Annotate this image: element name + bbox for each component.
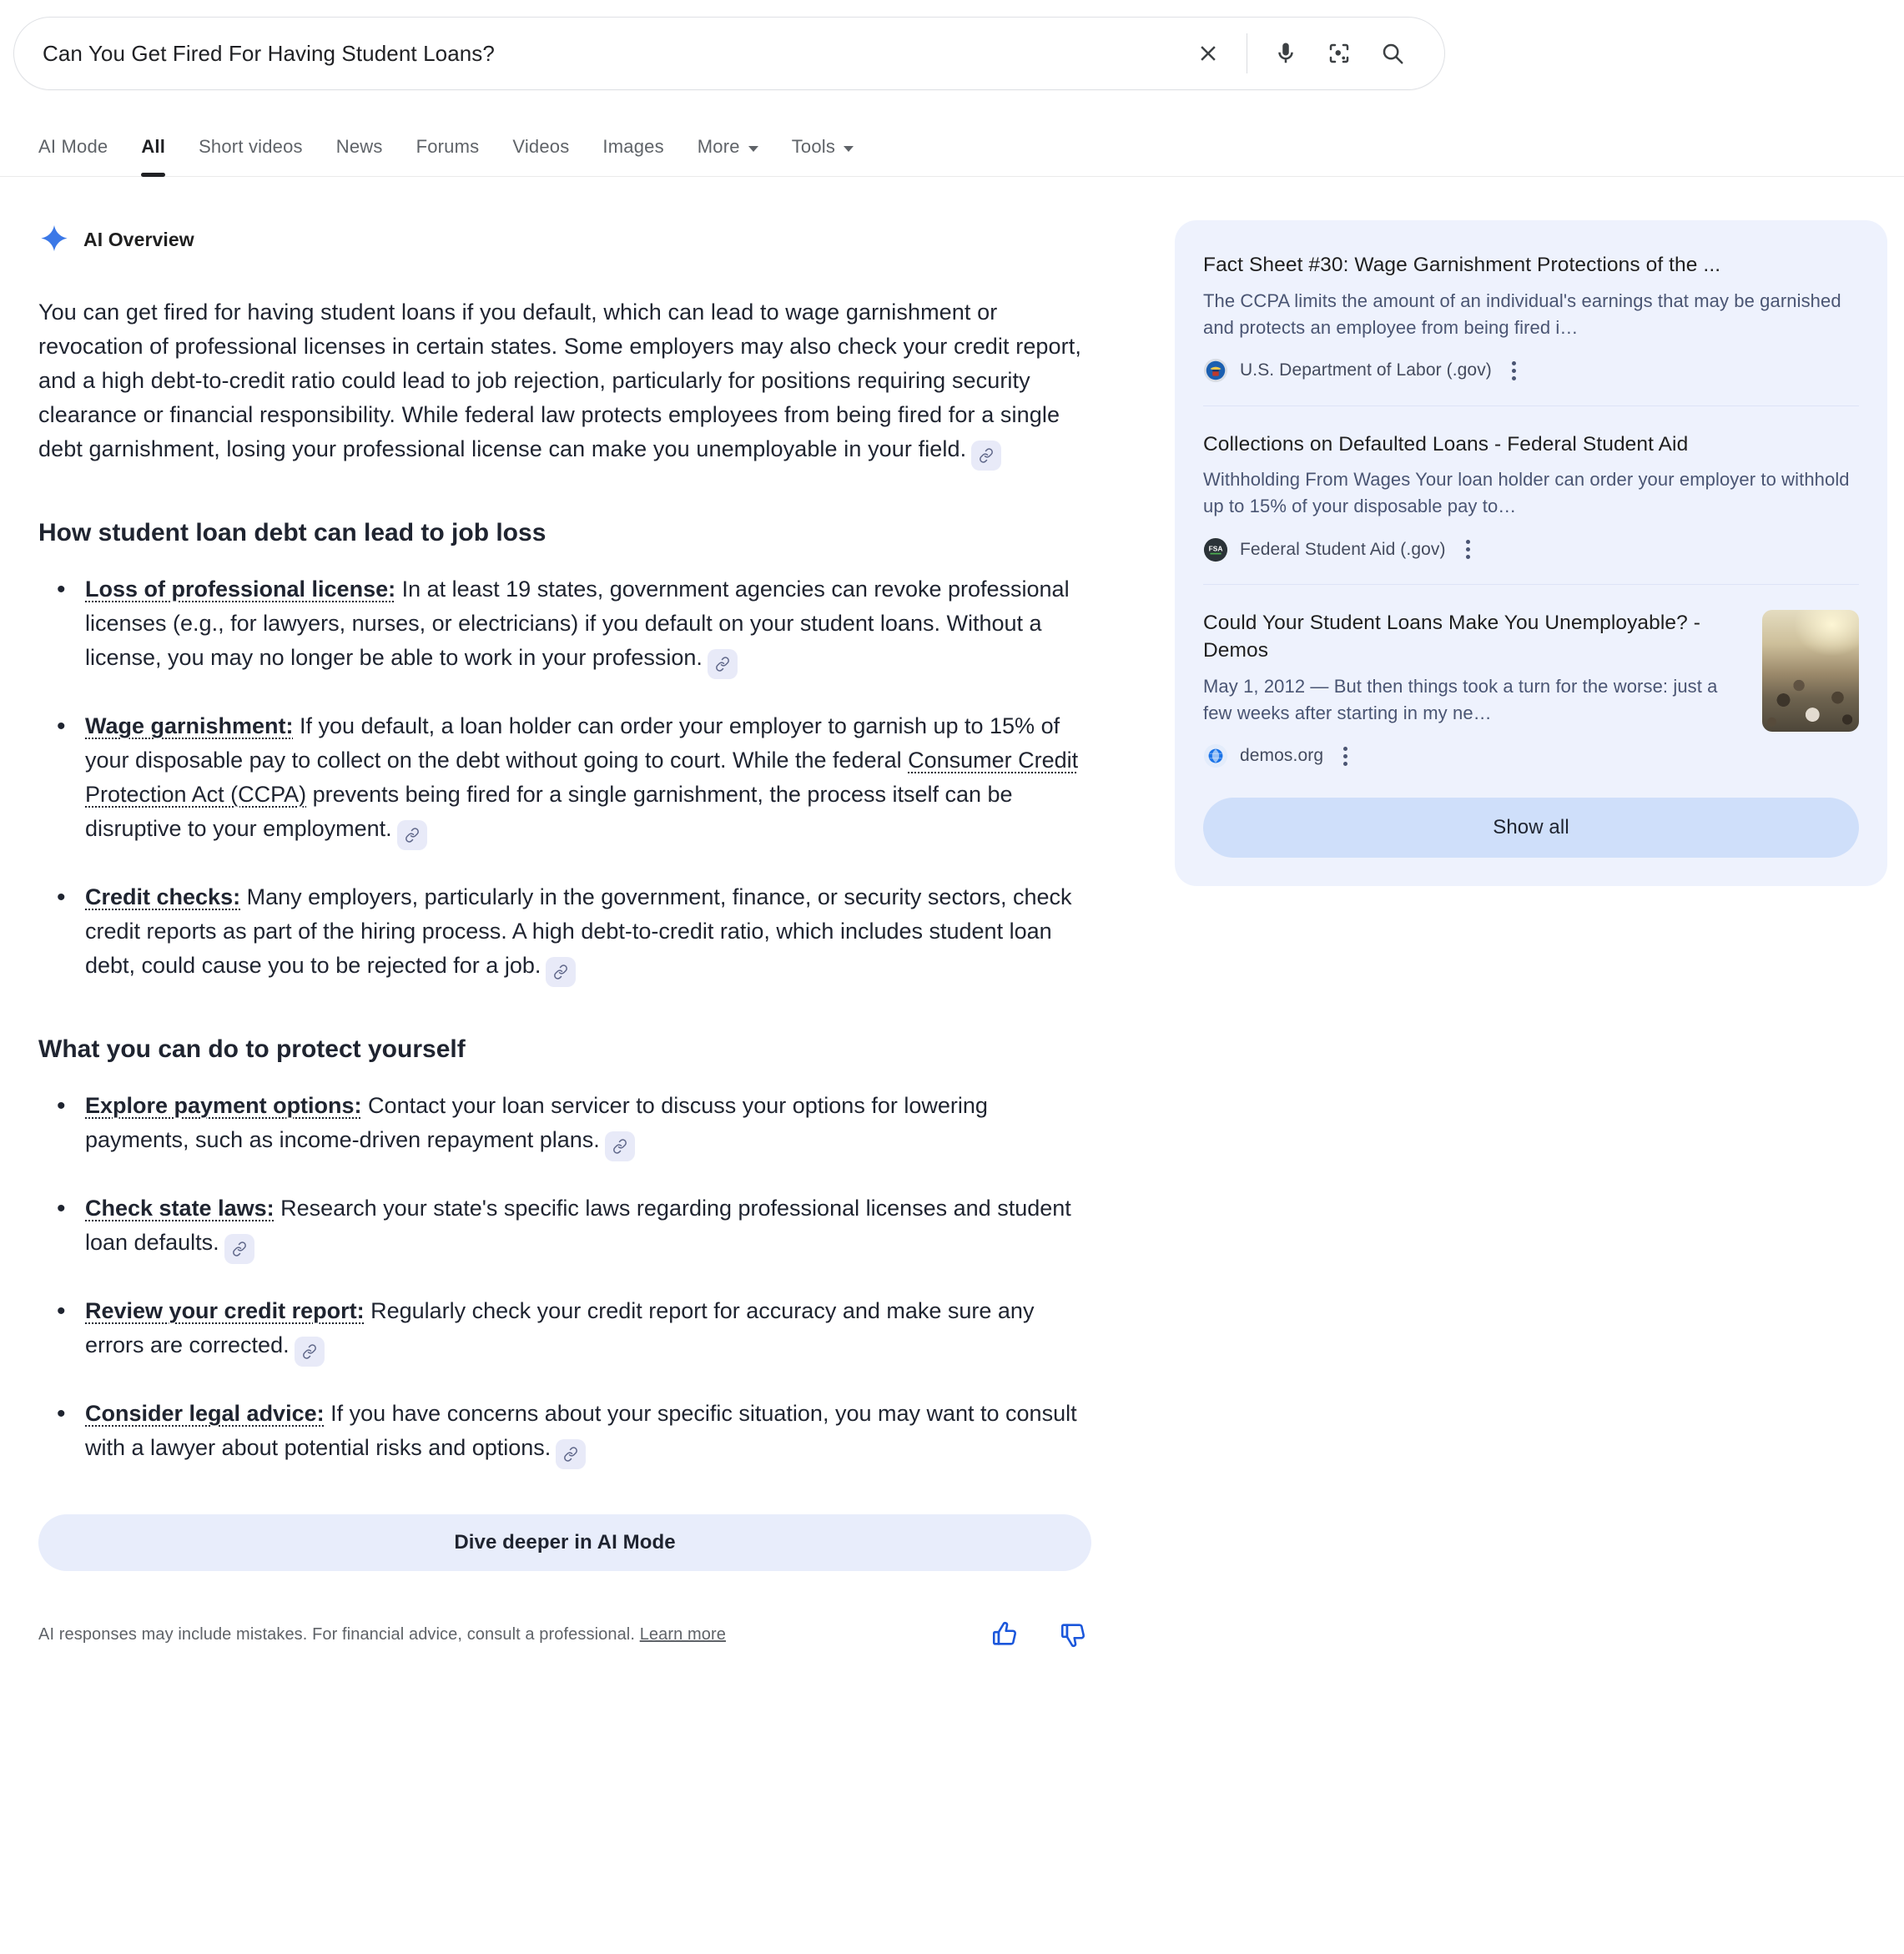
citation-chip-icon[interactable] [971,441,1001,471]
tab-tools[interactable] [775,136,870,176]
source-meta [1203,356,1859,385]
source-snippet: Withholding From Wages Your loan holder can order your employer to withhold up to 15% of your disposable pay to… [1203,469,1850,517]
source-card-inner [1203,431,1859,565]
source-card-inner [1203,252,1859,385]
tab-short-videos[interactable] [182,136,320,176]
source-domain: demos.org [1240,746,1324,766]
chevron-down-icon [844,146,854,152]
search-bar-container [0,0,1904,90]
summary-text: You can get fired for having student loans if you default, which can lead to wage garnishment or revocation of professional licenses in certain states. Some employers may also check your credit report, and a high debt-to-credit ratio could lead to job rejection, particularly for positions requiring security clearance or financial responsibility. While federal law protects employees from being fired for a single debt garnishment, losing your professional license can make you unemployable in your field. [38,300,1081,462]
google-lens-icon[interactable] [1312,27,1366,80]
tab-all[interactable] [124,136,182,176]
bullet-text: Regularly check your credit report for accuracy and make sure any errors are corrected. [85,1298,1035,1358]
tab-label: More [697,136,740,157]
bullet-text: If you have concerns about your specific situation, you may want to consult with a lawyer about potential risks and options. [85,1401,1077,1461]
citation-chip-icon[interactable] [295,1337,325,1367]
ai-disclaimer-row [38,1616,1091,1653]
section-2-bullet-list [38,1089,1123,1469]
source-meta [1203,535,1859,564]
bullet-label: Wage garnishment: [85,713,294,739]
tab-images[interactable] [586,136,680,176]
tab-news[interactable] [320,136,400,176]
globe-icon [1203,743,1228,768]
section-heading-1: How student loan debt can lead to job loss [38,519,547,547]
fsa-icon [1203,537,1228,562]
source-card-texts [1203,610,1744,770]
source-domain: Federal Student Aid (.gov) [1240,539,1446,559]
source-more-options-icon[interactable] [1335,742,1356,771]
source-title: Could Your Student Loans Make You Unemployable? - Demos [1203,612,1701,662]
source-thumbnail [1762,610,1859,732]
list-item [38,572,1090,679]
ai-overview-title: AI Overview [83,228,194,250]
tab-label: Tools [791,136,836,157]
source-title: Collections on Defaulted Loans - Federal Student Aid [1203,432,1689,456]
learn-more-link[interactable]: Learn more [639,1624,726,1644]
citation-chip-icon[interactable] [556,1439,586,1469]
section-1-bullet-list [38,572,1123,987]
source-card-3[interactable] [1203,584,1859,790]
search-input[interactable] [43,41,1181,67]
dol-seal-icon [1203,358,1228,383]
thumbs-down-icon[interactable] [1055,1616,1091,1653]
source-more-options-icon[interactable] [1458,535,1478,564]
tab-forums[interactable] [400,136,496,176]
bullet-text: In at least 19 states, government agencies can revoke professional licenses (e.g., for lawyers, nurses, or electricians) if you default on your student loans. Without a license, you may no longer be able to work in your profession. [85,577,1070,671]
main-content [0,177,1904,1653]
bullet-label: Loss of professional license: [85,577,396,602]
tab-label: Short videos [199,136,303,157]
source-card-inner [1203,610,1859,770]
ai-sparkle-icon [38,224,70,255]
source-meta [1203,742,1744,771]
list-item [38,1294,1090,1367]
bullet-label: Check state laws: [85,1196,275,1221]
search-bar-icons [1181,27,1419,80]
tab-label: Videos [512,136,570,157]
thumbs-up-icon[interactable] [986,1616,1023,1653]
source-title: Fact Sheet #30: Wage Garnishment Protections of the ... [1203,254,1721,276]
sources-panel [1175,220,1887,886]
disclaimer-text [38,1625,726,1644]
source-card-texts [1203,252,1859,385]
citation-chip-icon[interactable] [605,1131,635,1161]
list-item [38,1397,1090,1469]
search-icon[interactable] [1366,27,1419,80]
show-all-sources-button[interactable]: Show all [1203,798,1859,858]
chevron-down-icon [748,146,758,152]
ai-overview-column [38,220,1123,1653]
source-snippet: May 1, 2012 — But then things took a turn for the worse: just a few weeks after starting in my ne… [1203,675,1718,723]
bullet-text-after: prevents being fired for a single garnishment, the process itself can be disruptive to your employment. [85,782,1013,842]
citation-chip-icon[interactable] [546,957,576,987]
tab-label: Forums [416,136,480,157]
section-heading-2: What you can do to protect yourself [38,1035,466,1064]
source-more-options-icon[interactable] [1504,356,1524,385]
source-domain: U.S. Department of Labor (.gov) [1240,360,1492,380]
source-card-2[interactable] [1203,405,1859,585]
tab-label: AI Mode [38,136,108,157]
tab-more[interactable] [681,136,775,176]
dive-deeper-ai-mode-button[interactable]: Dive deeper in AI Mode [38,1514,1091,1571]
bullet-text: Many employers, particularly in the government, finance, or security sectors, check credit reports as part of the hiring process. A high debt-to-credit ratio, which includes student loan debt, could cause you to be rejected for a job. [85,884,1072,979]
search-bar[interactable] [13,17,1445,90]
bullet-label: Review your credit report: [85,1298,365,1324]
search-nav-tabs [0,120,1904,177]
tab-label: Images [602,136,664,157]
source-card-1[interactable] [1203,245,1859,405]
source-card-texts [1203,431,1859,565]
tab-videos[interactable] [496,136,586,176]
bullet-label: Consider legal advice: [85,1401,325,1427]
bullet-text-before: If you default, a loan holder can order your employer to garnish up to 15% of your disposable pay to collect on the debt without going to court. While the federal [85,713,1060,773]
tab-label: All [141,136,166,157]
bullet-label: Credit checks: [85,884,241,910]
list-item [38,1089,1090,1161]
tab-ai-mode[interactable] [38,136,124,176]
citation-chip-icon[interactable] [708,649,738,679]
bullet-text: Research your state's specific laws regarding professional licenses and student loan defaults. [85,1196,1071,1256]
citation-chip-icon[interactable] [397,820,427,850]
close-icon[interactable] [1181,27,1235,80]
disclaimer-sentence: AI responses may include mistakes. For financial advice, consult a professional. [38,1624,636,1644]
citation-chip-icon[interactable] [224,1234,254,1264]
bullet-label: Explore payment options: [85,1093,362,1119]
inline-source-link[interactable]: Consumer Credit Protection Act (CCPA) [85,748,1079,808]
svg-text:FSA: FSA [1208,544,1223,553]
microphone-icon[interactable] [1259,27,1312,80]
tab-label: News [335,136,383,157]
feedback-icons [986,1616,1091,1653]
list-item [38,880,1090,987]
sources-column [1123,220,1850,1653]
list-item [38,1191,1090,1264]
ai-overview-summary [38,295,1090,471]
bullet-text: Contact your loan servicer to discuss your options for lowering payments, such as income-driven repayment plans. [85,1093,988,1153]
source-snippet: The CCPA limits the amount of an individual's earnings that may be garnished and protects an employee from being fired i… [1203,290,1841,338]
list-item [38,709,1090,850]
